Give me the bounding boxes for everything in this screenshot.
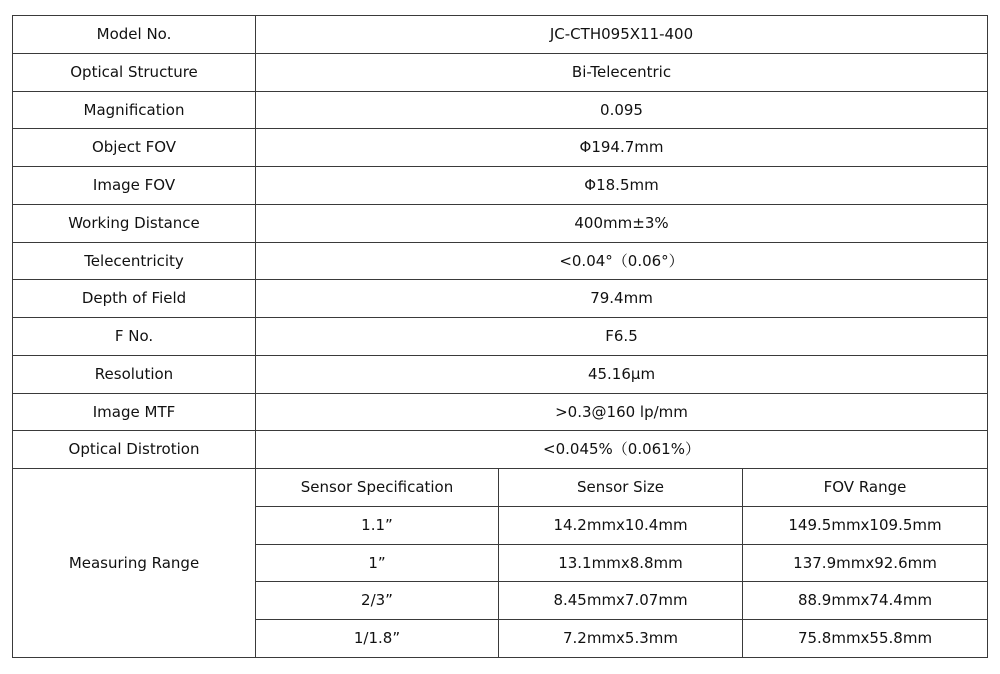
row-value: Bi-Telecentric bbox=[256, 53, 988, 91]
spec-row-optical-structure bbox=[13, 53, 988, 91]
spec-row-object-fov bbox=[13, 129, 988, 167]
row-value: 79.4mm bbox=[256, 280, 988, 318]
spec-row-resolution bbox=[13, 355, 988, 393]
spec-row-optical-distortion bbox=[13, 431, 988, 469]
column-header-fov-range: FOV Range bbox=[743, 469, 988, 507]
row-value: <0.045%（0.061%） bbox=[256, 431, 988, 469]
row-value: 45.16μm bbox=[256, 355, 988, 393]
spec-row-magnification bbox=[13, 91, 988, 129]
sensor-specification-cell: 1.1” bbox=[256, 506, 499, 544]
spec-row-working-distance bbox=[13, 204, 988, 242]
sensor-size-cell: 7.2mmx5.3mm bbox=[499, 620, 743, 658]
sensor-specification-cell: 2/3” bbox=[256, 582, 499, 620]
sensor-size-cell: 14.2mmx10.4mm bbox=[499, 506, 743, 544]
spec-row-image-mtf bbox=[13, 393, 988, 431]
sensor-size-cell: 8.45mmx7.07mm bbox=[499, 582, 743, 620]
sensor-size-cell: 13.1mmx8.8mm bbox=[499, 544, 743, 582]
spec-row-depth-of-field bbox=[13, 280, 988, 318]
row-label: Image MTF bbox=[13, 393, 256, 431]
column-header-sensor-specification: Sensor Specification bbox=[256, 469, 499, 507]
sensor-specification-cell: 1/1.8” bbox=[256, 620, 499, 658]
row-value: 400mm±3% bbox=[256, 204, 988, 242]
row-label: Resolution bbox=[13, 355, 256, 393]
row-value: JC-CTH095X11-400 bbox=[256, 16, 988, 54]
measuring-range-label: Measuring Range bbox=[13, 469, 256, 658]
measuring-range-header-row bbox=[13, 469, 988, 507]
row-label: Telecentricity bbox=[13, 242, 256, 280]
row-label: Magnification bbox=[13, 91, 256, 129]
row-value: >0.3@160 lp/mm bbox=[256, 393, 988, 431]
spec-table bbox=[12, 15, 988, 658]
row-value: F6.5 bbox=[256, 318, 988, 356]
fov-range-cell: 137.9mmx92.6mm bbox=[743, 544, 988, 582]
spec-row-telecentricity bbox=[13, 242, 988, 280]
row-value: <0.04°（0.06°） bbox=[256, 242, 988, 280]
spec-row-image-fov bbox=[13, 167, 988, 205]
row-label: Working Distance bbox=[13, 204, 256, 242]
row-label: Model No. bbox=[13, 16, 256, 54]
column-header-sensor-size: Sensor Size bbox=[499, 469, 743, 507]
row-label: Image FOV bbox=[13, 167, 256, 205]
fov-range-cell: 88.9mmx74.4mm bbox=[743, 582, 988, 620]
row-label: Optical Distrotion bbox=[13, 431, 256, 469]
row-label: F No. bbox=[13, 318, 256, 356]
row-value: 0.095 bbox=[256, 91, 988, 129]
fov-range-cell: 75.8mmx55.8mm bbox=[743, 620, 988, 658]
fov-range-cell: 149.5mmx109.5mm bbox=[743, 506, 988, 544]
row-label: Optical Structure bbox=[13, 53, 256, 91]
row-label: Object FOV bbox=[13, 129, 256, 167]
row-label: Depth of Field bbox=[13, 280, 256, 318]
spec-row-model bbox=[13, 16, 988, 54]
row-value: Φ194.7mm bbox=[256, 129, 988, 167]
row-value: Φ18.5mm bbox=[256, 167, 988, 205]
spec-row-f-number bbox=[13, 318, 988, 356]
sensor-specification-cell: 1” bbox=[256, 544, 499, 582]
